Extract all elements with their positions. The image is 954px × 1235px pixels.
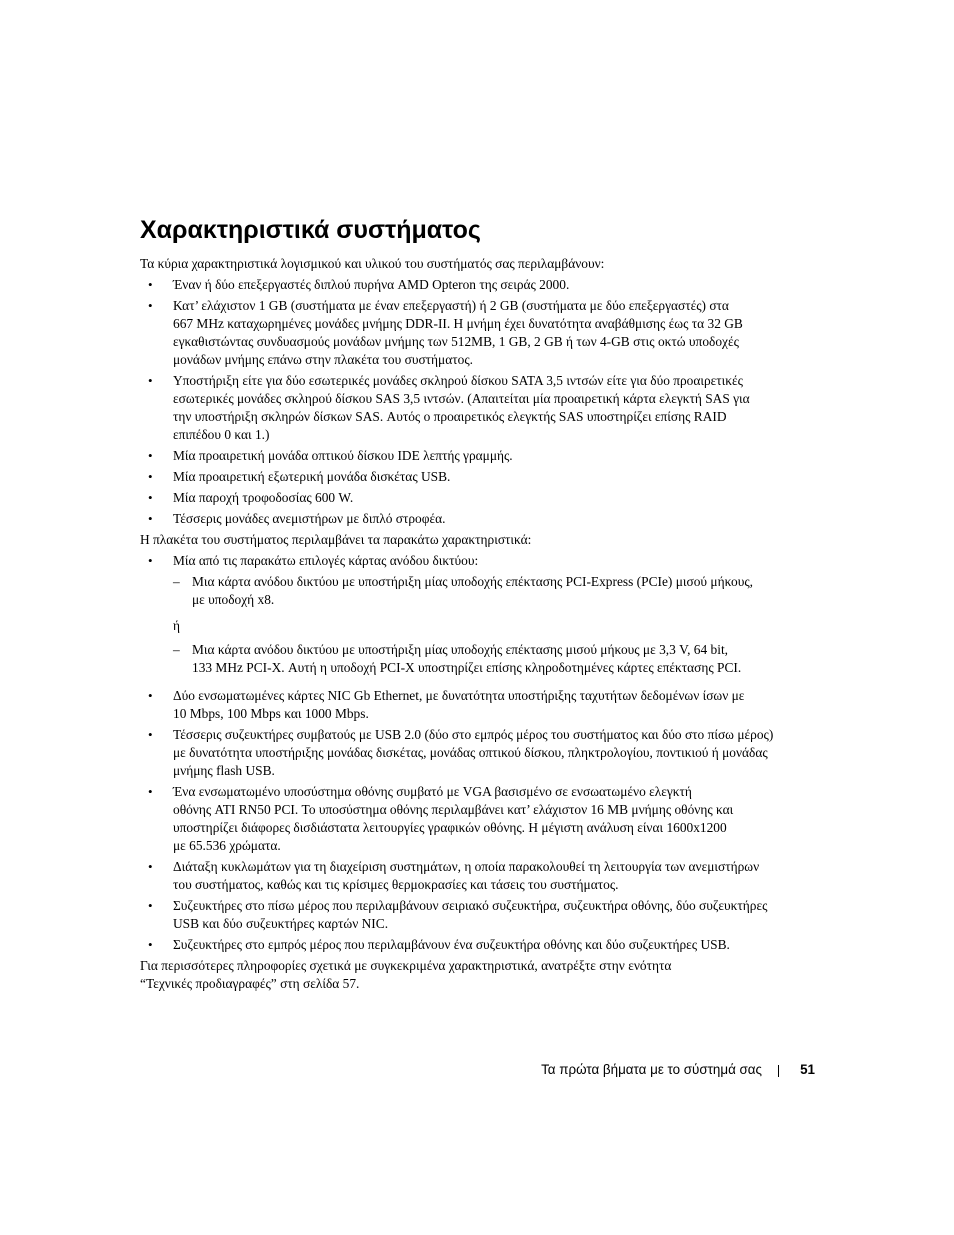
list-item: • Δύο ενσωματωμένες κάρτες NIC Gb Ethernet, με δυνατότητα υποστήριξης ταχυτήτων δεδομένων ίσων με 10 Mbps, 100 Mbps και 1000 Mbps. — [140, 687, 815, 723]
page-content — [140, 255, 815, 996]
sub-list-item: – Μια κάρτα ανόδου δικτύου με υποστήριξη μίας υποδοχής επέκτασης μισού μήκους με 3,3 V, 64 bit, 133 MHz PCI-X. Αυτή η υποδοχή PCI-X υποστηρίζει επίσης κληροδοτημένες κάρτες επέκτασης PCI. — [173, 641, 815, 677]
list-item: • Μία παροχή τροφοδοσίας 600 W. — [140, 489, 815, 507]
page-footer — [140, 1061, 815, 1081]
list-item: • Τέσσερις μονάδες ανεμιστήρων με διπλό στροφέα. — [140, 510, 815, 528]
intro-paragraph: Τα κύρια χαρακτηριστικά λογισμικού και υλικού του συστήματός σας περιλαμβάνουν: — [140, 256, 605, 271]
list-item: • Μία προαιρετική μονάδα οπτικού δίσκου IDE λεπτής γραμμής. — [140, 447, 815, 465]
board-features-list — [140, 552, 815, 954]
list-item: • Συζευκτήρες στο εμπρός μέρος που περιλαμβάνουν ένα συζευκτήρα οθόνης και δύο συζευκτήρες USB. — [140, 936, 815, 954]
list-item: • Διάταξη κυκλωμάτων για τη διαχείριση συστημάτων, η οποία παρακολουθεί τη λειτουργία των ανεμιστήρων του συστήματος, καθώς και τις κρίσιμες θερμοκρασίες και τάσεις του συστήματος. — [140, 858, 815, 894]
document-page — [140, 0, 815, 1235]
footer-divider — [778, 1065, 779, 1077]
sub-list-item: – Μια κάρτα ανόδου δικτύου με υποστήριξη μίας υποδοχής επέκτασης PCI-Express (PCIe) μισού μήκους, με υποδοχή x8. — [173, 573, 815, 609]
page-number: 51 — [800, 1062, 815, 1077]
footer-section-title: Τα πρώτα βήματα με το σύστημά σας — [541, 1062, 762, 1077]
list-item: • Έναν ή δύο επεξεργαστές διπλού πυρήνα AMD Opteron της σειράς 2000. — [140, 276, 815, 294]
nic-options-sublist — [173, 641, 815, 677]
nic-options-sublist — [173, 573, 815, 609]
list-item: • Συζευκτήρες στο πίσω μέρος που περιλαμβάνουν σειριακό συζευκτήρα, συζευκτήρα οθόνης, δύο συζευκτήρες USB και δύο συζευκτήρες καρτών NIC. — [140, 897, 815, 933]
board-intro-paragraph: Η πλακέτα του συστήματος περιλαμβάνει τα παρακάτω χαρακτηριστικά: — [140, 532, 532, 547]
page-title: Χαρακτηριστικά συστήματος — [140, 216, 481, 244]
list-item: • Μία προαιρετική εξωτερική μονάδα δισκέτας USB. — [140, 468, 815, 486]
list-item: • Τέσσερις συζευκτήρες συμβατούς με USB 2.0 (δύο στο εμπρός μέρος του συστήματος και δύο στο πίσω μέρος) με δυνατότητα υποστήριξης μονάδας δισκέτας, μονάδας οπτικού δίσκου, πληκτρολογίου, ποντικιού ή μονάδας μνήμης flash USB. — [140, 726, 815, 780]
main-features-list — [140, 276, 815, 528]
list-item: • Υποστήριξη είτε για δύο εσωτερικές μονάδες σκληρού δίσκου SATA 3,5 ιντσών είτε για δύο προαιρετικές εσωτερικές μονάδες σκληρού δίσκου SAS 3,5 ιντσών. (Απαιτείται μία προαιρετική κάρτα ελεγκτή SAS για την υποστήριξη σκληρών δίσκων SAS. Αυτός ο προαιρετικός ελεγκτής SAS υποστηρίζει επίσης RAID επιπέδου 0 και 1.) — [140, 372, 815, 444]
nic-options-label: Μία από τις παρακάτω επιλογές κάρτας ανόδου δικτύου: — [173, 553, 479, 568]
closing-paragraph: Για περισσότερες πληροφορίες σχετικά με συγκεκριμένα χαρακτηριστικά, ανατρέξτε στην ενότητα “Τεχνικές προδιαγραφές” στη σελίδα 57. — [140, 958, 672, 991]
list-item-nic-options — [140, 552, 815, 684]
list-item: • Κατ’ ελάχιστον 1 GB (συστήματα με έναν επεξεργαστή) ή 2 GB (συστήματα με δύο επεξεργαστές) στα 667 MHz καταχωρημένες μονάδες μνήμης DDR-II. Η μνήμη έχει δυνατότητα αναβάθμισης έως τα 32 GB εγκαθιστώντας συνδυασμούς μονάδων μνήμης των 512MB, 1 GB, 2 GB ή των 4-GB στις οκτώ υποδοχές μονάδων μνήμης επάνω στην πλακέτα του συστήματος. — [140, 297, 815, 369]
list-item: • Ένα ενσωματωμένο υποσύστημα οθόνης συμβατό με VGA βασισμένο σε ενσωατωμένο ελεγκτή οθόνης ATI RN50 PCI. Το υποσύστημα οθόνης περιλαμβάνει κατ’ ελάχιστον 16 MB μνήμης οθόνης και υποστηρίζει διάφορες δισδιάστατα λειτουργίες γραφικών οθόνης. Η μέγιστη ανάλυση είναι 1600x1200 με 65.536 χρώματα. — [140, 783, 815, 855]
or-separator: ή — [173, 618, 181, 633]
